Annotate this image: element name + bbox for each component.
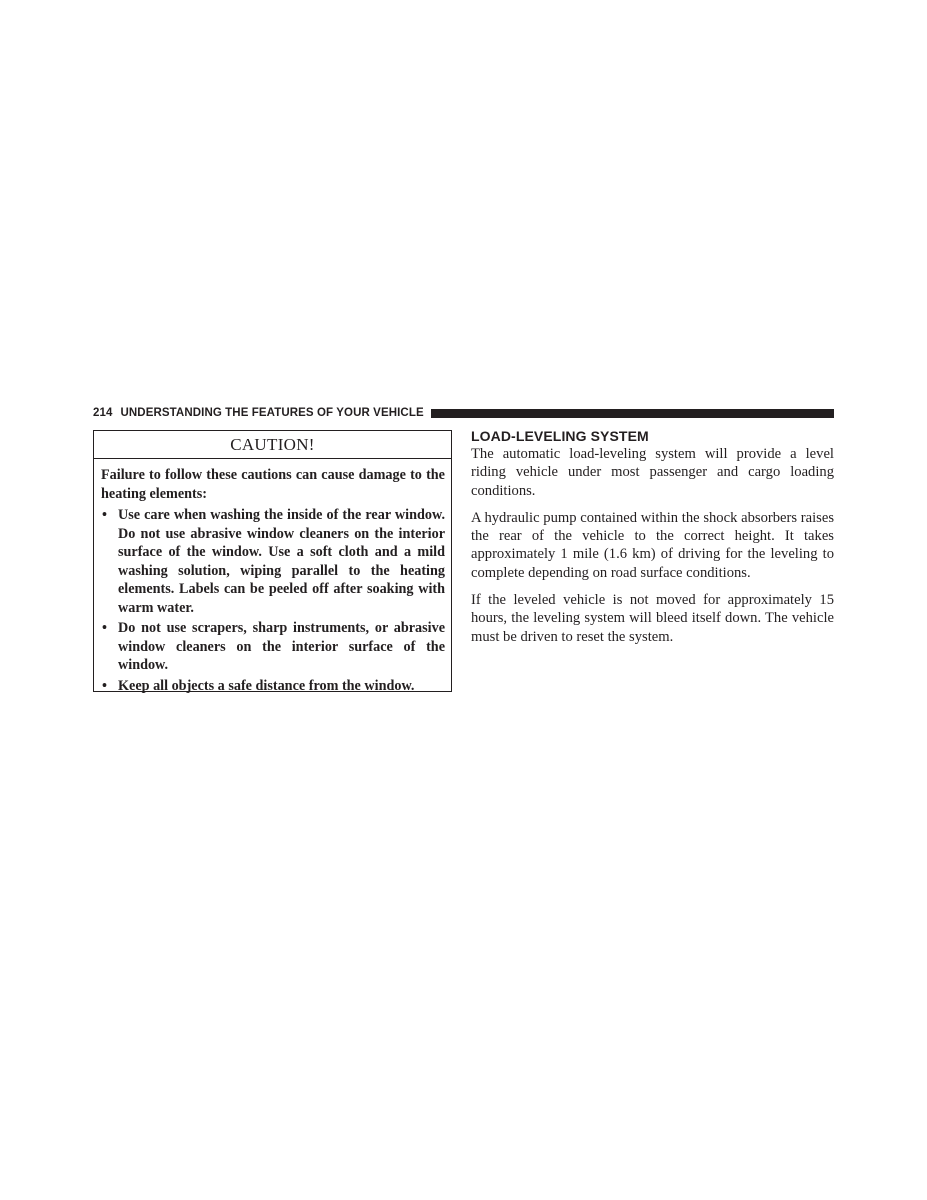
bullet-icon: • xyxy=(102,507,107,523)
section-paragraph: A hydraulic pump contained within the shock absorbers raises the rear of the vehicle to the correct height. It takes approximately 1 mile (1.6 km) of driving for the leveling to complete depending on road surface conditions. xyxy=(471,509,834,581)
bullet-icon: • xyxy=(102,620,107,636)
caution-item-text: Use care when washing the inside of the rear window. Do not use abrasive window cleaners on the interior surface of the window. Use a soft cloth and a mild washing solution, wiping parallel to the heating elements. Labels can be peeled off after soaking with warm water. xyxy=(118,507,445,616)
caution-box xyxy=(93,430,452,692)
caution-title: CAUTION! xyxy=(94,431,451,459)
chapter-title: UNDERSTANDING THE FEATURES OF YOUR VEHICLE xyxy=(120,407,424,419)
bullet-icon: • xyxy=(102,677,107,694)
caution-item-text: Do not use scrapers, sharp instruments, or abrasive window cleaners on the interior surface of the window. xyxy=(118,620,445,673)
caution-item xyxy=(101,677,445,696)
section-title: LOAD-LEVELING SYSTEM xyxy=(471,428,649,444)
caution-intro: Failure to follow these cautions can cause damage to the heating elements: xyxy=(101,467,445,502)
caution-item-text: Keep all objects a safe distance from the window. xyxy=(118,677,415,694)
load-leveling-section xyxy=(471,428,834,655)
caution-item xyxy=(101,619,445,675)
section-paragraph: The automatic load-leveling system will provide a level riding vehicle under most passenger and cargo loading conditions. xyxy=(471,446,834,499)
caution-list xyxy=(101,506,445,695)
caution-body xyxy=(94,459,451,695)
header-rule xyxy=(431,409,834,418)
caution-item xyxy=(101,506,445,617)
section-paragraph: If the leveled vehicle is not moved for approximately 15 hours, the leveling system will bleed itself down. The vehicle must be driven to reset the system. xyxy=(471,592,834,645)
page-number: 214 xyxy=(93,407,113,419)
page-header xyxy=(93,405,834,421)
